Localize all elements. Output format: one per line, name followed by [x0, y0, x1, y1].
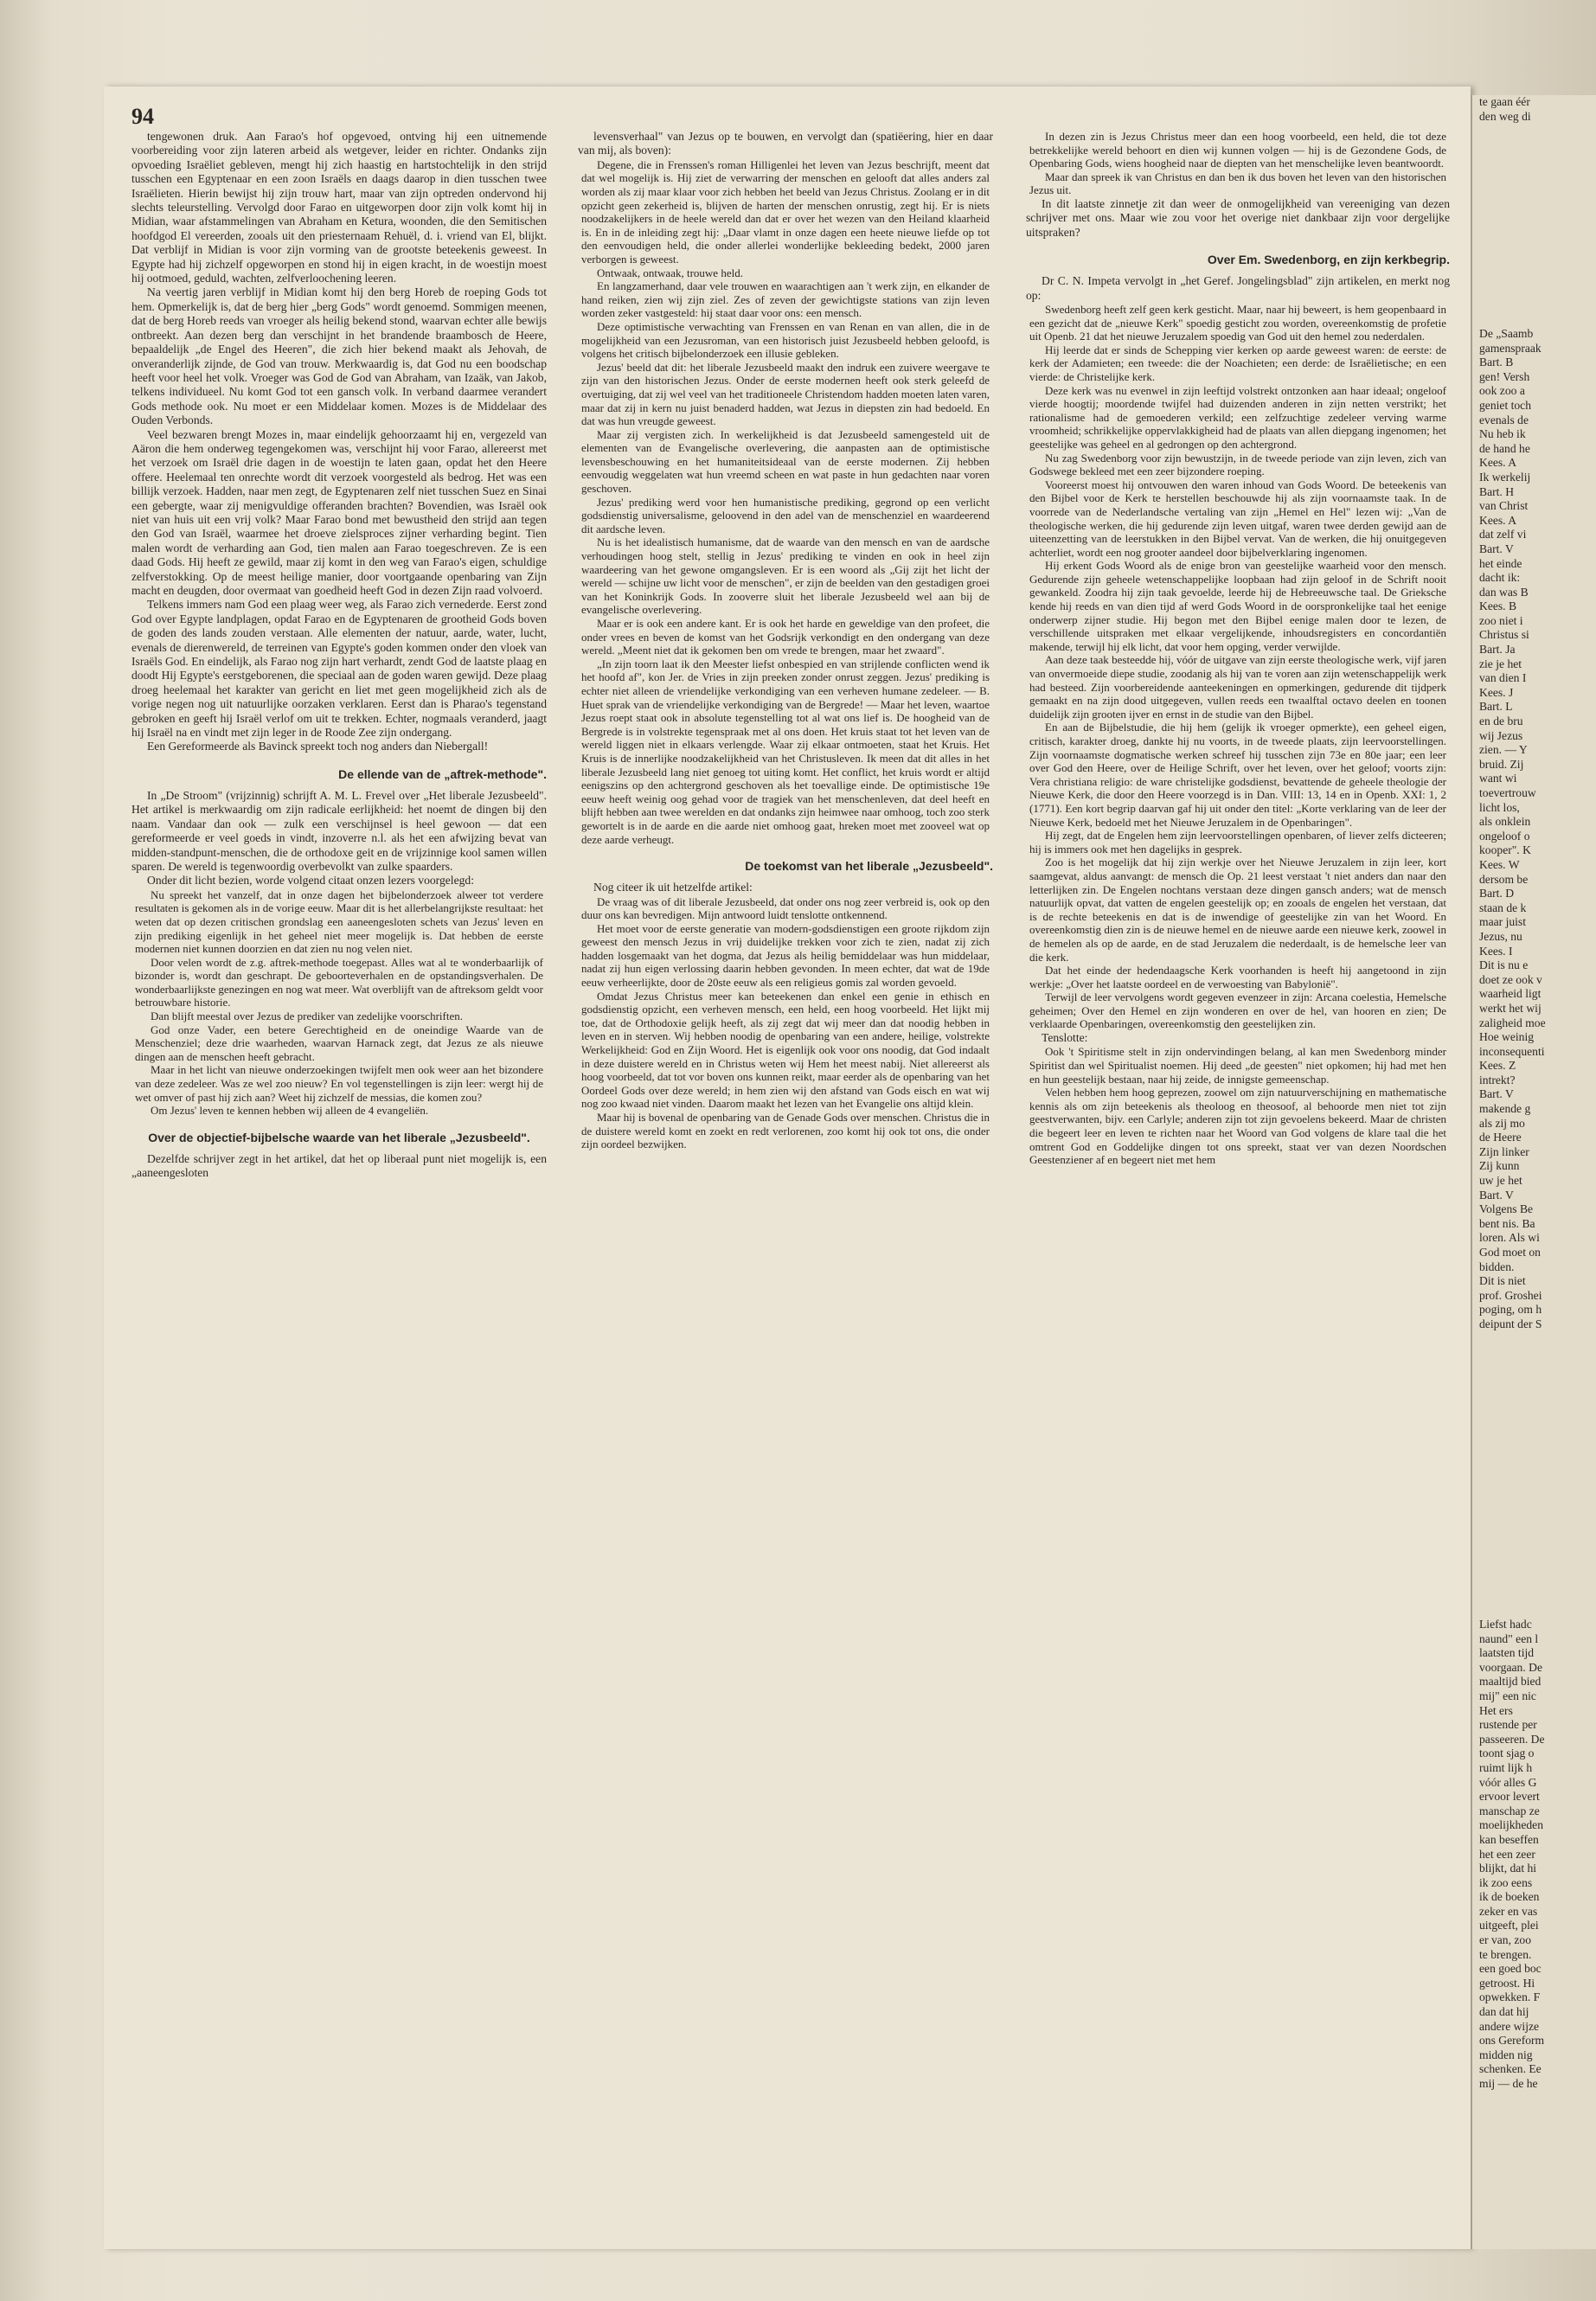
edge-text-line: Het ers — [1479, 1703, 1513, 1717]
paragraph: tengewonen druk. Aan Farao's hof opgevoed, ontving hij een uitnemende voorbereiding voor zijn lateren arbeid als wetgever, leider en richter. Ondanks zijn opvoeding Israëliet gebleven, mengt hij zich haastig en hartstochtelijk in den strijd tusschen een Egyptenaar en een zoon Israëls en daags daarop in dien tusschen twee Israëlieten. Hierin bewijst hij zijn trouw hart, maar van zijn optreden ondervond hij slechts teleurstelling. Vervolgd door Farao en uitgeworpen door zijn volk komt hij in Midian, waar afstammelingen van Abraham en Ketura, woonden, die den Semitischen hoofdgod El vereerden, zooals uit den priesternaam Rehuël, d. i. vriend van El, blijkt. Dat verblijf in Midian is voor zijn vorming van de grootste beteekenis geweest. In Egypte had hij zichzelf opgeworpen en stond hij in eigen kracht, in de woestijn moest hij ootmoed, geduld, wachten, zelfverloochening leeren. — [131, 130, 547, 285]
edge-text-line: inconsequenti — [1479, 1044, 1545, 1058]
edge-text-line: Bart. V — [1479, 542, 1514, 555]
edge-text-line: te brengen. — [1479, 1947, 1532, 1961]
edge-text-line: intrekt? — [1479, 1073, 1516, 1086]
edge-text-line: Bart. V — [1479, 1087, 1514, 1101]
paragraph: Maar er is ook een andere kant. Er is ook het harde en geweldige van den profeet, die onder vrees en beven de komst van het Godsrijk verkondigt en den ondergang van deze wereld. „Meent niet dat ik gekomen ben om vrede te brengen, maar het zwaard". — [581, 617, 990, 657]
col1-body-b — [131, 789, 547, 888]
edge-text-line: evenals de — [1479, 413, 1529, 426]
paragraph: Dr C. N. Impeta vervolgt in „het Geref. Jongelingsblad" zijn artikelen, en merkt nog op: — [1026, 274, 1450, 302]
edge-text-line: vóór alles G — [1479, 1775, 1537, 1789]
col1-body-c — [131, 1152, 547, 1181]
paragraph: In dezen zin is Jezus Christus meer dan een hoog voorbeeld, een held, die tot deze betrekkelijke wereld behoort en dien wij kunnen volgen — hij is de Gezondene Gods, de Openbaring Gods, wiens hoogheid naar de diepten van het menschelijke leven beantwoordt. — [1029, 130, 1446, 170]
edge-text-line: laatsten tijd — [1479, 1646, 1535, 1660]
edge-text-line: Nu heb ik — [1479, 427, 1526, 441]
edge-text-line: de Heere — [1479, 1131, 1522, 1144]
edge-text-line: het einde — [1479, 556, 1522, 570]
edge-text-line: Kees. Z — [1479, 1059, 1516, 1073]
paragraph: Onder dit licht bezien, worde volgend citaat onzen lezers voorgelegd: — [147, 874, 474, 888]
edge-text-line: dan dat hij — [1479, 2005, 1529, 2019]
paragraph: Vooreerst moest hij ontvouwen den waren inhoud van Gods Woord. De beteekenis van den Bijbel voor de Kerk te herstellen beschouwde hij als zijn voornaamste taak. In de voorrede van de Nederlandsche vertaling van zijn „Hemel en Hel" lezen wij: „Van de theologische werken, die hij gedurende zijn leven uitgaf, waren twee derden gewijd aan de uiteenzetting van de leerstukken in den Bijbel vervat. Van de werken, die hij onuitgegeven achterliet, wordt een nog grooter aandeel door bijbelverklaring ingenomen. — [1029, 478, 1446, 559]
col3-body-b — [1026, 274, 1450, 303]
paragraph: En langzamerhand, daar vele trouwen en waarachtigen aan 't werk zijn, en elkander de hand reiken, zien wij zijn ziel. Zes of zeven der gewichtigste stations van zijn leven worden zeker vastgesteld: hij staat daar voor ons: een mensch. — [581, 279, 990, 320]
paragraph: Deze optimistische verwachting van Frenssen en van Renan en van allen, die in de mogelijkheid van een Jezusroman, van een historisch juist Jezusbeeld hebben geloofd, is volgens het critisch bijbelonderzoek een illusie gebleken. — [581, 319, 990, 361]
edge-text-line: andere wijze — [1479, 2019, 1540, 2033]
edge-text-line: gen! Versh — [1479, 369, 1530, 383]
edge-text-line: ook zoo a — [1479, 384, 1525, 398]
edge-text-line: waarheid ligt — [1479, 987, 1542, 1001]
edge-block-middle — [1472, 327, 1596, 1332]
heading-objectief-bijbelsche: Over de objectief-bijbelsche waarde van het liberale „Jezusbeeld". — [148, 1130, 530, 1144]
col3-quote-3 — [1026, 1045, 1450, 1166]
paragraph: Ontwaak, ontwaak, trouwe held. — [597, 266, 743, 279]
edge-text-line: van Christ — [1479, 499, 1529, 513]
edge-text-line: Zijn linker — [1479, 1144, 1529, 1158]
edge-text-line: het een zeer — [1479, 1847, 1535, 1861]
paragraph: Nu is het idealistisch humanisme, dat de waarde van den mensch en van de aardsche verhoudingen hoog stelt, stellig in Jezus' prediking te vinden en ook in heel zijn waardeering van het gewone omgangsleven. Er is een woord als „Gij zijt het licht der wereld — schijne uw licht voor de menschen", er zijn de beelden van den gestadigen groei van het Koninkrijk Gods. In zooverre sluit het liberale Jezusbeeld wel aan bij de evangelische overlevering. — [581, 535, 990, 617]
edge-block-top — [1472, 95, 1596, 124]
edge-text-line: en de bru — [1479, 715, 1523, 728]
newspaper-page — [104, 87, 1471, 2249]
edge-text-line: God moet on — [1479, 1246, 1541, 1259]
edge-text-line: voorgaan. De — [1479, 1660, 1542, 1674]
edge-text-line: Volgens Be — [1479, 1202, 1534, 1216]
edge-text-line: dacht ik: — [1479, 571, 1521, 585]
edge-text-line: midden nig — [1479, 2048, 1533, 2061]
edge-text-line: Dit is nu e — [1479, 958, 1529, 972]
edge-text-line: Liefst hadc — [1479, 1618, 1532, 1631]
paragraph: Het moet voor de eerste generatie van modern-godsdienstigen een groote rijkdom zijn geweest den mensch Jezus in vrij duidelijke trekken voor zich te zien, nadat zij zich hadden losgemaakt van het dogma, dat Jezus als heilig bemiddelaar was hun middelaar, nadat zij hun eigen verlossing daarin hebben gevonden. In meen echter, dat wat de 19de eeuw verheerlijkte, door de 20ste eeuw als een religieus gomis zal worden gevoeld. — [581, 921, 990, 990]
edge-text-line: Bart. D — [1479, 887, 1515, 901]
edge-text-line: doet ze ook v — [1479, 972, 1542, 986]
edge-text-line: manschap ze — [1479, 1804, 1540, 1817]
edge-text-line: mij — de he — [1479, 2077, 1538, 2090]
edge-text-line: dersom be — [1479, 872, 1529, 886]
paragraph: Maar zij vergisten zich. In werkelijkheid is dat Jezusbeeld samengesteld uit de elementen van de Evangelische overlevering, die aanpasten aan de optimistische levensbeschouwing en het humaniteitsideaal van de eerste modernen. Zij hebben eenvoudig weggelaten wat hun vreemd scheen en wat paste in hun gedachten naar voren geschoven. — [581, 427, 990, 496]
edge-text-line: passeeren. De — [1479, 1732, 1545, 1746]
edge-text-line: opwekken. F — [1479, 1990, 1541, 2004]
edge-text-line: dat zelf vi — [1479, 528, 1527, 542]
paragraph: Terwijl de leer vervolgens wordt gegeven evenzeer in zijn: Arcana coelestia, Hemelsche geheimen; Over den Hemel en zijn wonderen en over de hel, van hooren en zien; De verklaarde Openbaringen, overeenkomstig den geestelijken zin. — [1029, 990, 1446, 1031]
edge-text-line: te gaan éér — [1479, 95, 1530, 108]
paragraph: Deze kerk was nu evenwel in zijn leeftijd volstrekt ontzonken aan haar ideaal; ongeloof vierde hoogtij; moordende twijfel had duizenden anderen in zijn netten verstrikt; het rationalisme had de gemoederen verkild; een zelfzuchtige zedeleer verving warme vroomheid; schrikkelijke oppervlakkigheid had de plaats van allen diepgang ingenomen; het geestelijke was geheel en al gedrongen op den achtergrond. — [1029, 383, 1446, 451]
edge-text-line: Kees. W — [1479, 857, 1520, 871]
edge-text-line: geniet toch — [1479, 398, 1532, 412]
paragraph: Jezus' beeld dat dit: het liberale Jezusbeeld maakt den indruk een zuivere weergave te zijn van den historischen Jezus. Onder de eerste modernen heeft ook sterk geleefd de overtuiging, dat zij wel veel van het traditioneele Christendom hadden moeten laten varen, maar dat zij in kern nu juist benaderd hadden, wat Jezus in diepsten zin had bedoeld. En dat was hun vreugde geweest. — [581, 360, 990, 428]
col2-quote-2 — [578, 895, 993, 1151]
edge-text-line: ongeloof o — [1479, 829, 1530, 843]
heading-aftrek-methode: De ellende van de „aftrek-methode". — [338, 766, 547, 781]
edge-text-line: ons Gereform — [1479, 2034, 1545, 2048]
column-2 — [578, 130, 993, 2240]
col3-body-a — [1026, 197, 1450, 240]
paragraph: Jezus' prediking werd voor hen humanistische prediking, gegrond op een verlicht godsdienstig universalisme, geloovend in den adel van de menschenziel en waardeerend dit aardsche leven. — [581, 495, 990, 535]
edge-text-line: Zij kunn — [1479, 1159, 1520, 1173]
edge-text-line: toevertrouw — [1479, 786, 1536, 799]
col1-body-a — [131, 130, 547, 754]
col3-body-c — [1026, 1031, 1450, 1045]
edge-text-line: bidden. — [1479, 1259, 1515, 1273]
edge-text-line: Christus si — [1479, 628, 1529, 642]
col3-quote — [1026, 130, 1450, 197]
paragraph: Om Jezus' leven te kennen hebben wij alleen de 4 evangeliën. — [151, 1104, 429, 1118]
column-1 — [131, 130, 547, 2240]
edge-text-line: gamenspraak — [1479, 341, 1542, 355]
paragraph: Hij zegt, dat de Engelen hem zijn leervoorstellingen openbaren, of liever zelfs dicteeren; hij is immers ook met hen dagelijks in gesprek. — [1029, 829, 1446, 856]
edge-text-line: als zij mo — [1479, 1116, 1525, 1130]
paragraph: God onze Vader, een betere Gerechtigheid en de oneindige Waarde van de Menschenziel; deze drie waarheden, waarvan Harnack zegt, dat Jezus ze als nieuwe dingen aan de menschen heeft gebracht. — [135, 1022, 543, 1063]
edge-block-bottom — [1472, 1618, 1596, 2092]
paragraph: In dit laatste zinnetje zit dan weer de onmogelijkheid van vereeniging van dezen schrijver met ons. Maar wie zou voor het overige niet dankbaar zijn voor dergelijke uitspraken? — [1026, 196, 1450, 239]
edge-text-line: bent nis. Ba — [1479, 1216, 1535, 1230]
edge-text-line: ervoor levert — [1479, 1790, 1540, 1804]
paragraph: Ook 't Spiritisme stelt in zijn ondervindingen belang, al kan men Swedenborg minder Spiritist dan wel Spiritualist noemen. Hij deed „de geesten" niet opkomen; hij had met hen en hun geestelijk bestaan, naar hij zeide, de innigste gemeenschap. — [1029, 1045, 1446, 1086]
edge-text-line: zeker en vas — [1479, 1904, 1538, 1918]
paragraph: Maar dan spreek ik van Christus en dan ben ik dus boven het leven van den historischen Jezus uit. — [1029, 170, 1446, 197]
edge-text-line: wij Jezus — [1479, 728, 1523, 742]
edge-text-line: Bart. B — [1479, 356, 1514, 369]
edge-text-line: Kees. I — [1479, 944, 1513, 958]
edge-text-line: dan was B — [1479, 585, 1529, 599]
paragraph: In „De Stroom" (vrijzinnig) schrijft A. M. L. Frevel over „Het liberale Jezusbeeld". Het artikel is merkwaardig om zijn radicale eerlijkheid: het noemt de dingen bij den naam. Vandaar dan ook — zulk een verschijnsel is heel gewoon — dat een gereformeerde er veel goeds in vindt, inzoverre n.l. als het een afwijzing bevat van midden-standpunt-menschen, die de orthodoxe geit en de vrijzinnige kool samen willen sparen. De wereld is tegenwoordig overbevolkt van zulke spaarders. — [131, 788, 547, 873]
edge-text-line: Hoe weinig — [1479, 1030, 1535, 1044]
edge-text-line: als onklein — [1479, 815, 1531, 829]
edge-text-line: rustende per — [1479, 1718, 1537, 1732]
edge-text-line: naund" een l — [1479, 1631, 1539, 1645]
edge-text-line: werkt het wij — [1479, 1001, 1542, 1015]
edge-text-line: maar juist — [1479, 915, 1526, 929]
paragraph: levensverhaal" van Jezus op te bouwen, en vervolgt dan (spatiëering, hier en daar van mij, als boven): — [578, 130, 993, 157]
col1-quote — [131, 888, 547, 1118]
paragraph: Een Gereformeerde als Bavinck spreekt toch nog anders dan Niebergall! — [147, 740, 489, 753]
edge-text-line: Jezus, nu — [1479, 929, 1522, 943]
edge-text-line: licht los, — [1479, 800, 1520, 814]
paragraph: Hij leerde dat er sinds de Schepping vier kerken op aarde geweest waren: de eerste: de kerk der Adamieten; een tweede: die der Noachieten; een derde: de Israëlietische; en een vierde: de Christelijke kerk. — [1029, 343, 1446, 383]
edge-text-line: de hand he — [1479, 441, 1530, 455]
paragraph: Aan deze taak besteedde hij, vóór de uitgave van zijn eerste theologische werk, vijf jaren van onvermoeide diepe studie, zoodanig als hij van te voren aan zijn wetenschappelijk werk had besteed. Zijn voorbereidende aanteekeningen en opmerkingen, gedurende dit tijdperk gemaakt en na zijn dood uitgegeven, vullen reeds een twaalftal octavo deelen en toonen duidelijk zijn grooten ijver en ernst in de studie van den Bijbel. — [1029, 653, 1446, 721]
edge-text-line: Ik werkelij — [1479, 470, 1531, 484]
paragraph: Maar in het licht van nieuwe onderzoekingen twijfelt men ook weer aan het bizondere van deze zedeleer. Was ze wel zoo nieuw? En vol tegenstellingen is zijn leer: wergt hij de wet omver of past hij zich aan? Weet hij zichzelf de messias, die komen zou? — [135, 1063, 543, 1104]
paragraph: Hij erkent Gods Woord als de enige bron van geestelijke waarheid voor den mensch. Gedurende zijn geheele wetenschappelijke loopbaan had zijn geloof in de Schrift nooit gewankeld. Zoodra hij zijn taak gevoelde, leerde hij de Hebreeuwsche taal. De Grieksche kende hij reeds en van dien tijd af werd Gods Woord in de oorspronkelijke taal het eenige onderwerp zijner studie. Hij begon met den Bijbel eenige malen door te lezen, de verschillende uitspraken met elkaar vergelijkende, inhoudsregisters en concordantiën makende, terwijl hij elk licht, dat voor hem opging, verder verwijlde. — [1029, 559, 1446, 653]
page-number: 94 — [131, 104, 154, 129]
edge-text-line: bruid. Zij — [1479, 757, 1524, 771]
edge-text-line: van dien I — [1479, 671, 1527, 685]
paragraph: „In zijn toorn laat ik den Meester liefst onbespied en van strijlende conflicten wend ik het hoofd af", kon Jer. de Vries in zijn preeken zonder onrust zeggen. Jezus' prediking is echter niet alleen de vriendelijke verkondiging van een verheven humane zedeleer. — B. Huet sprak van de vriendelijke verkondiging van de Bergrede! — Maar het leven, waartoe Jezus roept staat ook in absolute tegenstelling tot al wat ons lief is. De hoogheid van de Bergrede is in volstrekte tegenspraak met al ons doen. Het kruis staat tot het leven van de wereld liggen niet in elkaars verlengde. Waar zij elkaar ontmoeten, staat het Kruis. Het Kruis is de innerlijke noodzakelijkheid van het Christusleven. Ik meen dat dit alles in het liberale Jezusbeeld lang niet genoeg tot uiting komt. Het conflict, het kruis wordt er altijd eenigszins op den achtergrond geschoven als het toevallige einde. De optimistische 19e eeuw heeft weinig oog gehad voor de tragiek van het menschenleven, dat deel heeft en blijft hebben aan twee werelden en dat ondanks zijn heimwee naar omhoog, toch zoo sterk gewortelt is in de aarde en die aarde niet omhoog gaat, hreken moet met zooveel wat op deze aarde verheugt. — [581, 657, 990, 846]
col2-body-a — [578, 130, 993, 158]
edge-text-line: Bart. H — [1479, 484, 1515, 498]
paragraph: Degene, die in Frenssen's roman Hilligenlei het leven van Jezus beschrijft, meent dat dat wel mogelijk is. Hij ziet de verwarring der menschen en gelooft dat alles anders zal worden als zij maar klaar voor zich hebben het beeld van Jezus Christus. Zoolang er in dit opzicht geen zekerheid is, blijven de harten der menschen onrustig, zegt hij. Er is niets noodzakelijkers in de heele wereld dan dat er over het wezen van den Heiland klaarheid is. En in de inleiding zegt hij: „Daar vlamt in onze dagen een heete nieuwe liefde op tot den eenvoudigen held, die onder allerlei wonderlijke bekleeding bedekt, 2000 jaren verborgen is geweest. — [581, 157, 990, 266]
edge-text-line: Kees. A — [1479, 513, 1517, 527]
edge-text-line: den weg di — [1479, 109, 1531, 123]
edge-text-line: toont sjag o — [1479, 1747, 1535, 1760]
adjacent-page-edge — [1471, 95, 1596, 2249]
paragraph: Veel bezwaren brengt Mozes in, maar eindelijk gehoorzaamt hij en, vergezeld van Aäron die hem onderweg tegengekomen was, verschijnt hij voor Farao, allereerst met het verzoek om Israël drie dagen in de woestijn te laten gaan, opdat het den Heere offere. Heelemaal ten onrechte wordt dit verzoek voorgesteld als bedrog. Het was een billijk verzoek. Hadden, naar men zegt, de Egyptenaren zelf niet tusschen Suez en Sinai een gebergte, waar zij menigvuldige offeranden brachten? Bovendien, was Israël ook niet van huis uit een vrij volk? Maar Farao bond met bewustheid den strijd aan tegen den God van Israël, waarmee het droeve zielsproces zijner verharding begint. Tien malen wordt de verharding aan God, tien malen aan Farao toegeschreven. Ze is een daad Gods. Hij heeft ze gewild, maar zij komt in den weg van Farao's eigen, schuldige zelfverstokking. Op de meest heilige manier, door voortgaande openbaring van Zijn macht en deugden, door overmaat van goedheid heeft God in dezen Zijn raad volvoerd. — [131, 427, 547, 597]
edge-text-line: zaligheid moe — [1479, 1016, 1546, 1029]
edge-text-line: De „Saamb — [1479, 327, 1534, 340]
paragraph: Swedenborg heeft zelf geen kerk gesticht. Maar, naar hij beweert, is hem geopenbaard in een gezicht dat de „nieuwe Kerk" spoedig gesticht zou worden, overeenkomstig de profetie uit Openb. 21 dat het nieuwe Jeruzalem spoedig van God uit den hemel zou nederdalen. — [1029, 303, 1446, 343]
paragraph: Maar hij is bovenal de openbaring van de Genade Gods over menschen. Christus die in de duistere wereld komt en zoekt en redt verlorenen, zoo komt hij ook tot ons, die onder zijn oordeel bezwijken. — [581, 1111, 990, 1151]
edge-text-line: staan de k — [1479, 901, 1527, 914]
col3-quote-2 — [1026, 303, 1450, 1031]
edge-text-line: ik de boeken — [1479, 1890, 1540, 1904]
edge-text-line: Bart. V — [1479, 1188, 1514, 1202]
edge-text-line: kooper". K — [1479, 843, 1531, 857]
heading-toekomst-jezusbeeld: De toekomst van het liberale „Jezusbeeld". — [745, 859, 993, 874]
edge-text-line: schenken. Ee — [1479, 2062, 1542, 2076]
paragraph: Dat het einde der hedendaagsche Kerk voorhanden is heeft hij aangetoond in zijn werkje: „Over het laatste oordeel en de verwoesting van Babylonië". — [1029, 964, 1446, 990]
paragraph: Telkens immers nam God een plaag weer weg, als Farao zich vernederde. Eerst zond God over Egypte landplagen, opdat Farao en de Egyptenaren de grootheid Gods boven de goden des lands zouden verstaan. Alle elementen der natuur, aarde, water, lucht, evenals de dierenwereld, de terreinen van Egypte's goden kommen onder den vloek van Israëls God. En eindelijk, als Farao nog zijn hart verhardt, zendt God de laatste plaag en doodt Hij Egypte's eerstgeborenen, die speciaal aan de goden waren gewijd. Deze plaag droeg heelemaal het karakter van gericht en liet met geen mogelijkheid zich als de vorige negen nog uit natuurlijke oorzaken verklaren. Eerst dan is Pharao's tegenstand gebroken en geeft hij Israël verlof om uit te trekken. Echter, nogmaals veranderd, jaagt hij Israël na en vindt met zijn leger in de Roode Zee zijn ondergang. — [131, 598, 547, 740]
paragraph: Nu spreekt het vanzelf, dat in onze dagen het bijbelonderzoek alweer tot verdere resultaten is gekomen als in de vorige eeuw. Maar dit is het allerbelangrijkste resultaat: het weten dat op dezen critischen grondslag een aaneengesloten schets van Jezus' leven en zijn prediking eigenlijk in het geheel niet meer mogelijk is. Dat hebben de eerste modernen niet kunnen doorzien en dat zien nu nog velen niet. — [135, 888, 543, 956]
col2-quote — [578, 158, 993, 846]
edge-text-line: uw je het — [1479, 1174, 1522, 1188]
paragraph: En aan de Bijbelstudie, die hij hem (gelijk ik vroeger opmerkte), een geheel eigen, critisch, karakter droeg, dankte hij nu voorts, in de tweede plaats, zijn leervoorstellingen. Zijn voornaamste dogmatische werken schreef hij tusschen zijn 73e en 80e jaar; een leer over God den Heere, over de Heilige Schrift, over het leven, over het geloof; voorts zijn: Vera christiana religio: de ware christelijke godsdienst, bevattende de geheele theologie der Nieuwe Kerk, die door den Heere voorzegd is in Dan. VIII: 13, 14 en in Openb. XXI: 1, 2 (1771). Een kort begrip daarvan gaf hij uit onder den titel: „Korte verklaring van de leer der Nieuwe Kerk, bedoeld met het Nieuwe Jeruzalem in de Openbaringen". — [1029, 721, 1446, 829]
edge-text-line: uitgeeft, plei — [1479, 1919, 1539, 1932]
paragraph: Omdat Jezus Christus meer kan beteekenen dan enkel een genie in ethisch en godsdienstig opzicht, een verheven mensch, een held, een hoog voorbeeld. Het lijkt mij toe, dat de Orthodoxie gelijk heeft, als zij zegt dat wij meer dan dat noodig hebben in leven en in sterven. Wij hebben noodig de openbaring van een andere, heilige, volstrekte Werkelijkheid: God en Zijn Woord. Het is eigenlijk ook voor ons noodig, dat God indaalt in deze duistere wereld en in Christus weten wij Hem het meest nabij. Niet allereerst als hoog voorbeeld, dat tot vor boven ons kunnen reikt, maar eerder als de openbaring van het Oordeel Gods over deze wereld; in hem zien wij den afstand van Gods eisch en wat wij nog zoo kwaad niet vinden. Daarom maakt het lezen van het Evangelie ons altijd klein. — [581, 989, 990, 1111]
edge-text-line: ik zoo eens — [1479, 1875, 1533, 1889]
edge-text-line: zien. — Y — [1479, 743, 1528, 757]
edge-text-line: Bart. Ja — [1479, 643, 1516, 657]
edge-text-line: maaltijd bied — [1479, 1675, 1542, 1689]
col2-body-b — [578, 881, 993, 894]
edge-text-line: Kees. A — [1479, 456, 1517, 470]
edge-text-line: moelijkheden — [1479, 1818, 1543, 1832]
edge-text-line: ruimt lijk h — [1479, 1760, 1533, 1774]
paragraph: Door velen wordt de z.g. aftrek-methode toegepast. Alles wat al te wonderbaarlijk of bizonder is, wordt dan geschrapt. De geboorteverhalen en de opstandingsverhalen. De wonderbaarlijkste genezingen en nog wat meer. Wat overblijft van de aftreksom geldt voor betrouwbare historie. — [135, 955, 543, 1009]
paragraph: Tenslotte: — [1042, 1031, 1088, 1045]
edge-text-line: want wi — [1479, 772, 1517, 785]
paragraph: Na veertig jaren verblijf in Midian komt hij den berg Horeb de roeping Gods tot hem. Opmerkelijk is, dat de berg hier „berg Gods" wordt genoemd. Sommigen meenen, dat de berg Horeb reeds van vroeger als heilig bekend stond, waarvan echter alle bewijs ontbreekt. Aan dezen berg dan verschijnt in het brandende braambosch de Heere, bepaaldelijk „de Engel des Heeren", die zich hier bekend maakt als Jehovah, de onveranderlijk zijnde, de God van trouw. Merkwaardig is, dat God nu een boodschap heeft voor heel het volk. Vroeger was God de God van Abraham, van Izaäk, van Jakob, telkens individueel. Nu komt God tot een gansch volk. In verband daarmee verandert Gods methode ook. Nu moet er een Middelaar komen. Mozes is de Middelaar des Ouden Verbonds. — [131, 285, 547, 427]
paragraph: De vraag was of dit liberale Jezusbeeld, dat onder ons nog zeer verbreid is, ook op den duur ons kan bevredigen. Mijn antwoord luidt tenslotte ontkennend. — [581, 894, 990, 922]
heading-swedenborg: Over Em. Swedenborg, en zijn kerkbegrip. — [1207, 253, 1450, 267]
edge-text-line: Bart. L — [1479, 700, 1513, 714]
edge-text-line: deipunt der S — [1479, 1317, 1542, 1330]
paragraph: Zoo is het mogelijk dat hij zijn werkje over het Nieuwe Jeruzalem in zijn leer, kort saamgevat, aldus aanvangt: de mensch die Op. 21 leest verstaat 't niet anders dan naar den letterlijken zin. De Engelen nochtans verstaan deze dingen gansch anders; wat de mensch natuurlijk opvat, dat vatten de engelen geestelijk op; en zooals de engelen het verstaan, dat is de rechte beteekenis en dat is de inwendige of geestelijke zin van het Woord. En overeenkomstig dien zin is de nieuwe hemel en de nieuwe aarde een nieuwe kerk, zoowel in de hemelen als op de aarde, en de stad Jeruzalem die nederdaalt, is de hemelsche leer van die kerk. — [1029, 856, 1446, 964]
paragraph: Dan blijft meestal over Jezus de prediker van zedelijke voorschriften. — [151, 1009, 463, 1023]
edge-text-line: Kees. J — [1479, 685, 1514, 699]
edge-text-line: prof. Groshei — [1479, 1288, 1542, 1302]
edge-text-line: blijkt, dat hi — [1479, 1862, 1537, 1875]
edge-text-line: kan beseffen — [1479, 1832, 1539, 1846]
edge-text-line: een goed boc — [1479, 1962, 1542, 1976]
paragraph: Velen hebben hem hoog geprezen, zoowel om zijn natuurverschijning en mathematische kennis als om zijn beteekenis als theoloog en theosoof, al behoorde men niet tot zijn geestverwanten, bijv. een Carlyle; anderen zijn tot zijn gevoelens bekeerd. Maar de christen die begeert leer en leven te richten naar het Woord van God volgens de klare taal die het omtrent God en Goddelijke dingen tot ons spreekt, staat ver van dezen Noordschen Geestenziener af en begeert niet met hem — [1029, 1086, 1446, 1167]
edge-text-line: er van, zoo — [1479, 1933, 1532, 1947]
paragraph: Dezelfde schrijver zegt in het artikel, dat het op liberaal punt niet mogelijk is, een „aaneengesloten — [131, 1151, 547, 1180]
edge-text-line: makende g — [1479, 1102, 1531, 1116]
edge-text-line: zie je het — [1479, 657, 1522, 670]
paragraph: Nu zag Swedenborg voor zijn bewustzijn, in de tweede periode van zijn leven, zich van Godswege bekleed met een zeer bijzondere roeping. — [1029, 451, 1446, 478]
edge-text-line: Dit is niet — [1479, 1274, 1526, 1288]
edge-text-line: Kees. B — [1479, 599, 1517, 613]
edge-text-line: poging, om h — [1479, 1303, 1542, 1317]
column-3 — [1026, 130, 1450, 2240]
edge-text-line: mij" een nic — [1479, 1689, 1536, 1702]
paragraph: Nog citeer ik uit hetzelfde artikel: — [593, 881, 753, 894]
edge-text-line: loren. Als wi — [1479, 1231, 1540, 1245]
edge-text-line: getroost. Hi — [1479, 1976, 1535, 1990]
edge-text-line: zoo niet i — [1479, 613, 1523, 627]
